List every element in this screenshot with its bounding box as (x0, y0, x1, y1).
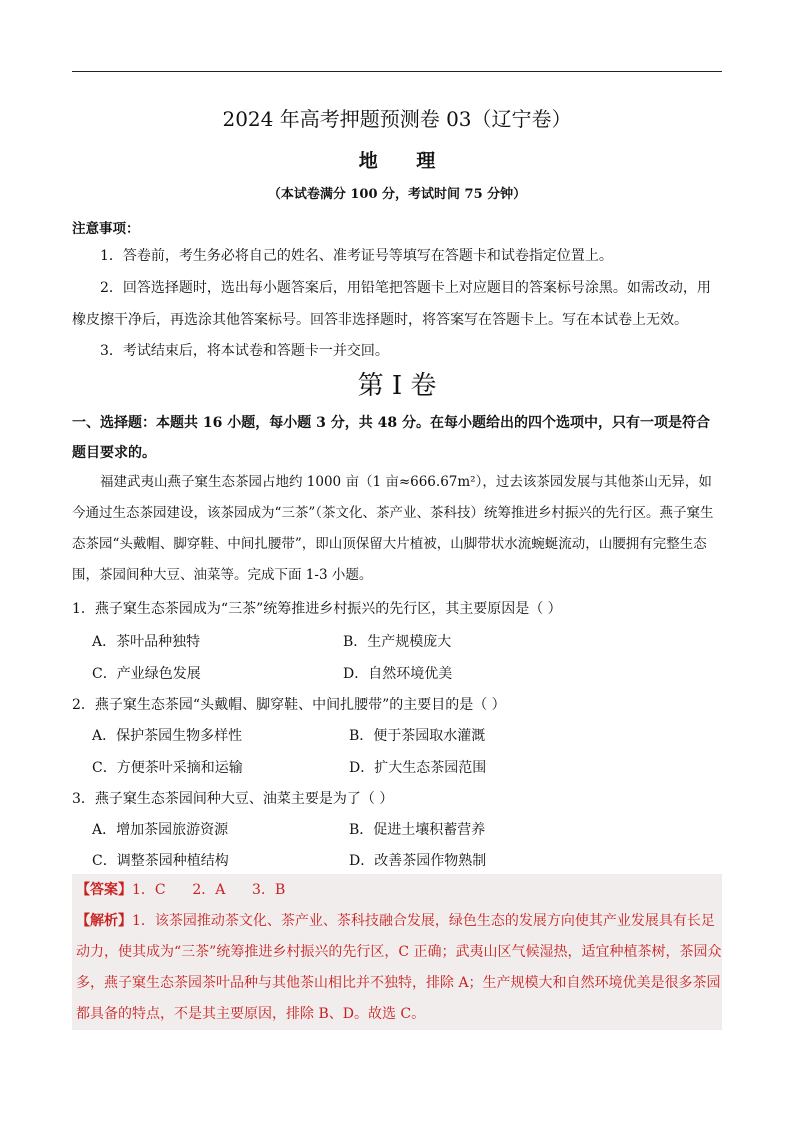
notice-item-1: 1．答卷前，考生务必将自己的姓名、准考证号等填写在答题卡和试卷指定位置上。 (100, 248, 613, 264)
notice-item-2: 2．回答选择题时，选出每小题答案后，用铅笔把答题卡上对应题目的答案标号涂黑。如需改动，用橡皮擦干净后，再选涂其他答案标号。回答非选择题时，将答案写在答题卡上。写在本试卷上无效。 (72, 280, 711, 328)
question-1-stem: 1．燕子窠生态茶园成为“三茶”统筹推进乡村振兴的先行区，其主要原因是（ ） (72, 601, 562, 617)
answer-line (76, 875, 722, 906)
notice-item-3: 3．考试结束后，将本试卷和答题卡一并交回。 (100, 343, 389, 359)
question-3-option-d: D．改善茶园作物熟制 (349, 853, 487, 869)
question-3-option-a: A．增加茶园旅游资源 (92, 822, 229, 838)
answer-label: 【答案】 (76, 882, 132, 898)
header-rule (72, 71, 722, 72)
subject-title: 地 理 (358, 150, 452, 172)
volume-title: 第 I 卷 (357, 371, 437, 401)
exam-title: 2024 年高考押题预测卷 03（辽宁卷） (222, 107, 572, 131)
section-instructions: 一、选择题：本题共 16 小题，每小题 3 分，共 48 分。在每小题给出的四个选项中，只有一项是符合题目要求的。 (72, 415, 710, 461)
question-2-option-a: A．保护茶园生物多样性 (92, 728, 243, 744)
question-1-option-c: C．产业绿色发展 (92, 666, 201, 682)
analysis-label: 【解析】 (76, 913, 132, 929)
analysis-block (76, 906, 722, 1030)
question-2-option-c: C．方便茶叶采摘和运输 (92, 760, 243, 776)
question-2-stem: 2．燕子窠生态茶园“头戴帽、脚穿鞋、中间扎腰带”的主要目的是（ ） (72, 697, 506, 713)
reading-passage: 福建武夷山燕子窠生态茶园占地约 1000 亩（1 亩≈666.67m²），过去该茶园发展与其他茶山无异，如今通过生态茶园建设，该茶园成为“三茶”（茶文化、茶产业、茶科技）统筹推进乡村振兴的先行区。燕子窠生态茶园“头戴帽、脚穿鞋、中间扎腰带”，即山顶保留大片植被，山脚带状水流蜿蜒流动，山腰拥有完整生态围，茶园间种大豆、油菜等。完成下面 1-3 小题。 (72, 474, 714, 583)
question-2-option-b: B．便于茶园取水灌溉 (349, 728, 486, 744)
question-3-option-c: C．调整茶园种植结构 (92, 853, 229, 869)
exam-meta: （本试卷满分 100 分，考试时间 75 分钟） (267, 187, 527, 202)
question-3-stem: 3．燕子窠生态茶园间种大豆、油菜主要是为了（ ） (72, 791, 394, 807)
answer-text: 1．C 2．A 3．B (132, 882, 286, 898)
question-2-option-d: D．扩大生态茶园范围 (349, 760, 487, 776)
question-1-option-d: D．自然环境优美 (343, 666, 453, 682)
analysis-text: 1．该茶园推动茶文化、茶产业、茶科技融合发展，绿色生态的发展方向使其产业发展具有长足动力，使其成为“三茶”统筹推进乡村振兴的先行区，C 正确；武夷山区气候湿热，适宜种植茶树，茶园众多，燕子窠生态茶园茶叶品种与其他茶山相比并不独特，排除 A；生产规模大和自然环境优美是很多茶园都具备的特点，不是其主要原因，排除 B、D。故选 C。 (76, 913, 722, 1022)
question-3-option-b: B．促进土壤积蓄营养 (349, 822, 486, 838)
notice-heading: 注意事项： (72, 221, 140, 237)
question-1-option-a: A．茶叶品种独特 (92, 634, 201, 650)
question-1-option-b: B．生产规模庞大 (343, 634, 452, 650)
